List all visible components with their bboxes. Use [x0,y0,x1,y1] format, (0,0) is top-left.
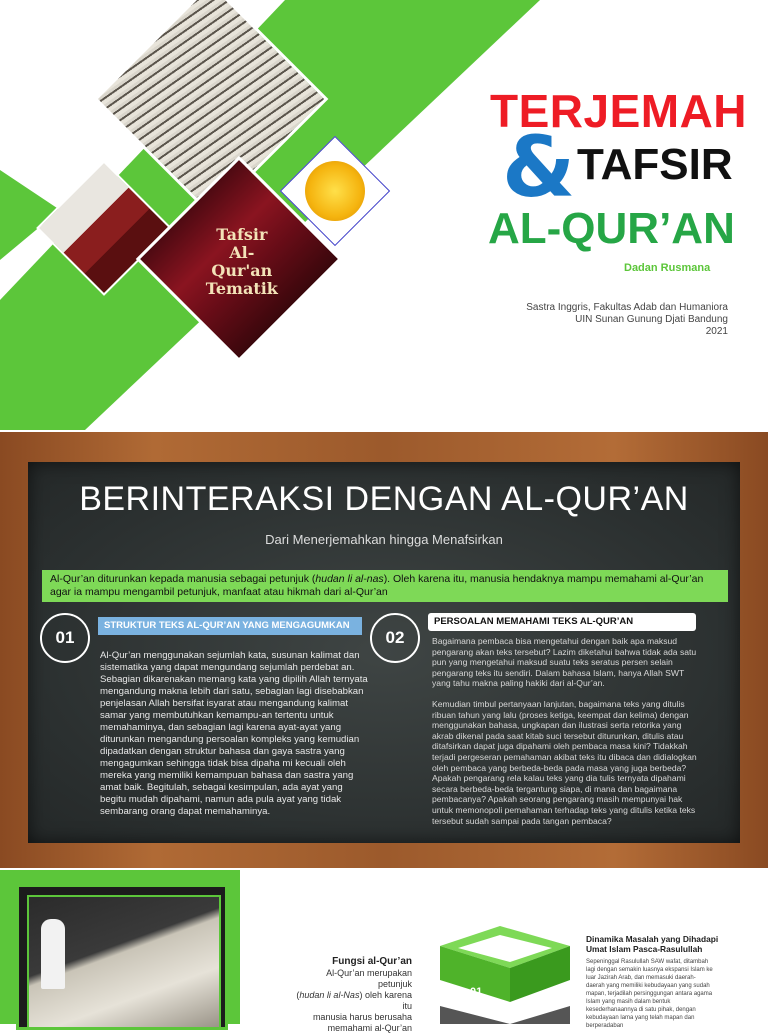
fungsi-text [290,968,412,1034]
affiliation-line-1: Sastra Inggris, Fakultas Adab dan Humaniora [526,302,728,313]
photo-frame [16,884,228,1030]
ampersand: & [502,118,576,216]
title-line-3: AL-QUR’AN [488,204,735,253]
dinamika-body: Sepeninggal Rasulullah SAW wafat, ditambah lagi dengan semakin luasnya ekspansi Islam ke luar Jazirah Arab, dan memasuki daerah-daerah yang memiliki kebudayaan yang sudah mapan, terjadilah persinggungan antara agama Islam yang masih dalam bentuk kesederhanaannya di satu pihak, dengan kebudayaan lama yang telah mapan dan berperadaban [586,959,713,1029]
slide-title: BERINTERAKSI DENGAN AL-QUR’AN [79,480,689,518]
affiliation-line-2: UIN Sunan Gunung Djati Bandung [575,314,728,325]
intro-italic: hudan li al-nas [315,573,384,585]
fungsi-line-3: manusia harus berusaha [312,1012,412,1022]
chalkboard [28,462,740,843]
fungsi-line-2: ) oleh karena itu [359,990,412,1011]
section-2-body [432,636,704,836]
box-number: 01 [470,986,483,998]
fungsi-italic: hudan li al-Nas [299,990,360,1000]
section-1-body: Al-Qur’an menggunakan sejumlah kata, susunan kalimat dan sistematika yang dapat mengundang sejumlah perdebat an. Sebagian dikarenakan memang kata yang dipilih Allah ternyata mengandung makna lebih dari satu, sebagian lagi disebabkan penjelasan Allah bersifat isyarat atau mengandung kalimat samar yang membutuhkan kemampu-an tertentu untuk memahaminya, dan sebagian lagi karena ayat-ayat yang diturunkan mengandung persoalan kompleks yang kemudian dipadatkan dengan struktur bahasa dan gaya sastra yang mengagumkan sehingga tidak bisa dipaha mi kecuali oleh mereka yang memiliki kemampuan bahasa dan sastra yang amat baik. Begitulah, sebagai kesimpulan, ada ayat yang begitu mudah dipahami, namun ada pula ayat yang tidak sembarang orang dapat memahaminya. [100,650,368,817]
fungsi-slide [0,870,768,1033]
fungsi-heading: Fungsi al-Qur’an [332,956,412,967]
person-figure [41,919,65,989]
section-2-number: 02 [370,613,420,663]
year: 2021 [705,326,728,337]
section-2-paragraph-2: Kemudian timbul pertanyaan lanjutan, bagaimana teks yang ditulis ribuan tahun yang lalu (proses ketiga, keempat dan kelima) dengan menggunakan bahasa, ungkapan dan ilustrasi serta retorika yang akrab dikenal pada saat kitab suci tersebut diturunkan, ditulis atau ditafsirkan dapat juga dipahami oleh pembaca masa kini? Tidakkah terjadi pergeseran pemahaman akibat teks itu dibaca dan didialogkan oleh pembaca yang berbeda-beda pada masa yang juga berbeda? Apakah pengarang rela kalau teks yang dia tulis ternyata dipahami secara berbeda-beda tergantung siapa, di mana dan bagaimana pembacanya? Apakah seorang pengarang masih mempunyai hak untuk memonopoli pemahaman terhadap teks yang ditulis ketika teks tersebut sudah sampai pada tangan pembaca? [432,698,697,826]
chalkboard-slide [0,432,768,868]
intro-text-b: ). Oleh karena itu, manusia hendaknya mampu memahami al-Qur’an agar ia mampu mengambil petunjuk, manfaat atau hikmah dari al-Qur’an [50,573,704,598]
stacked-boxes-graphic [430,926,580,1024]
title-line-1: TERJEMAH [490,85,748,137]
fungsi-line-4: memahami al-Qur’an [327,1023,412,1033]
fungsi-block [290,956,412,1034]
section-2-paragraph-1: Bagaimana pembaca bisa mengetahui dengan baik apa maksud pengarang akan teks tersebut? Lazim diketahui bahwa tidak ada satu pun yang mengetahui maksud suatu teks seratus persen selain pengarang teks itu sendiri. Dalam bahasa Islam, hanya Allah SWT yang tahu makna paling hakiki dari al-Qur’an. [432,636,697,689]
fungsi-line-1: Al-Qur’an merupakan petunjuk [326,968,412,989]
section-1-heading: STRUKTUR TEKS AL-QUR’AN YANG MENGAGUMKAN [98,617,362,635]
fungsi-paren: ( [296,990,300,1000]
dinamika-heading-line-1: Dinamika Masalah yang Dihadapi [586,934,719,944]
dinamika-block [586,934,762,1030]
author-name: Dadan Rusmana [624,262,711,274]
title-slide [0,0,768,430]
section-2-heading: PERSOALAN MEMAHAMI TEKS AL-QUR’AN [428,613,696,631]
intro-box [42,570,728,602]
book-cover-title: Tafsir Al-Qur'an Tematik [205,224,278,298]
section-1-number: 01 [40,613,90,663]
giant-quran-photo [27,895,221,1029]
title-line-2: TAFSIR [577,140,733,189]
slide-subtitle: Dari Menerjemahkan hingga Menafsirkan [265,532,503,547]
dinamika-heading-line-2: Umat Islam Pasca-Rasulullah [586,944,703,954]
dinamika-heading [586,934,762,954]
intro-text-a: Al-Qur’an diturunkan kepada manusia sebagai petunjuk ( [50,573,316,585]
affiliation [526,302,728,338]
